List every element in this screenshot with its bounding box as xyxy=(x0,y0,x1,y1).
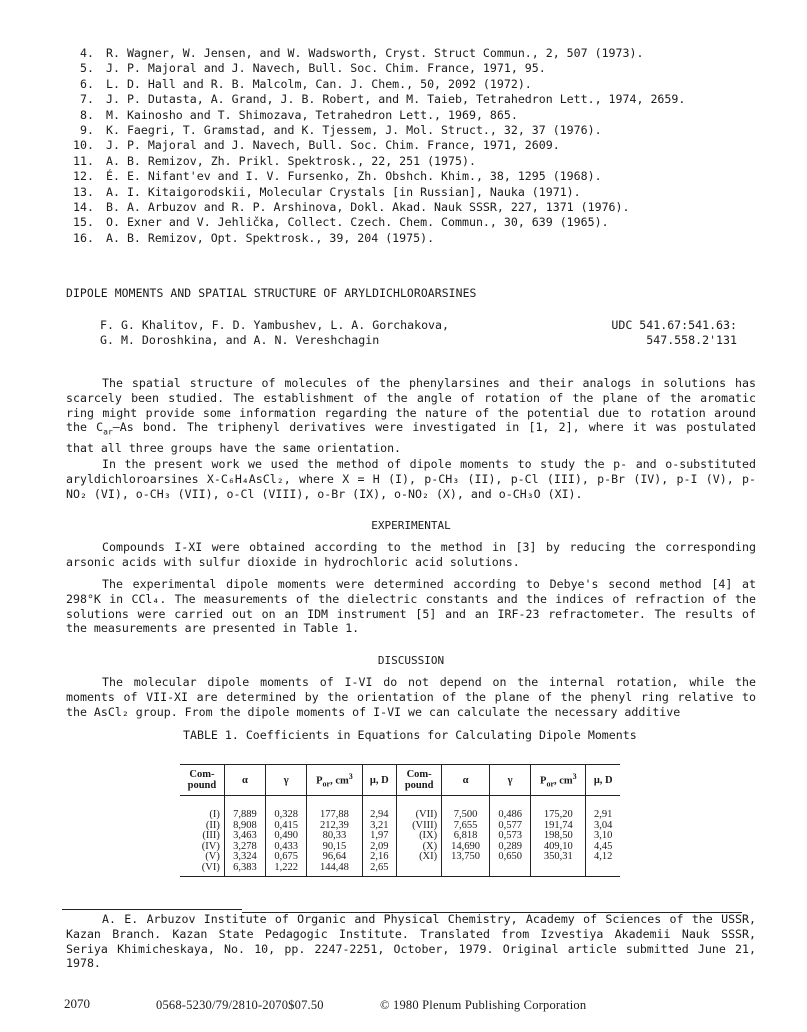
reference-number: 6. xyxy=(80,76,94,91)
cell-mu-2: 3,04 xyxy=(586,821,620,832)
reference-item xyxy=(62,46,782,61)
reference-number: 16. xyxy=(73,230,94,245)
footnote: A. E. Arbuzov Institute of Organic and Physical Chemistry, Academy of Sciences of the USSR, Kazan Branch. Kazan State Pedagogic Institute. Translated from Izvestiya Akademii Nauk SSSR, Seriya Khimicheskaya, No. 10, pp. 2247-2251, October, 1979. Original article submitted June 21, 1978. xyxy=(66,912,756,971)
cell-por: 212,39 xyxy=(307,821,362,832)
col-header-por: $P_{or}$, $cm^3$ xyxy=(307,765,362,796)
reference-item xyxy=(62,154,782,169)
reference-number: 7. xyxy=(80,92,94,107)
reference-text: O. Exner and V. Jehlička, Collect. Czech. Chem. Commun., 30, 639 (1965). xyxy=(106,215,609,230)
cell-compound-2 xyxy=(397,863,442,876)
reference-text: A. B. Remizov, Zh. Prikl. Spektrosk., 22, 251 (1975). xyxy=(106,153,476,168)
cell-por: 90,15 xyxy=(307,842,362,853)
cell-mu-2 xyxy=(586,863,620,876)
cell-gamma: 0,328 xyxy=(266,796,307,821)
col-header-alpha: α xyxy=(224,765,265,796)
cell-alpha-2: 7,500 xyxy=(442,796,490,821)
cell-alpha-2 xyxy=(442,863,490,876)
cell-alpha-2: 13,750 xyxy=(442,852,490,863)
reference-number: 12. xyxy=(73,169,94,184)
cell-alpha: 3,278 xyxy=(224,842,265,853)
col-header-gamma: γ xyxy=(266,765,307,796)
cell-alpha: 3,324 xyxy=(224,852,265,863)
cell-mu-2: 4,45 xyxy=(586,842,620,853)
cell-gamma: 0,675 xyxy=(266,852,307,863)
reference-number: 10. xyxy=(73,138,94,153)
col-header-compound: Com- pound xyxy=(180,765,224,796)
discussion-paragraph-1: The molecular dipole moments of I-VI do not depend on the internal rotation, while the moments of VII-XI are determined by the orientation of the plane of the phenyl ring relative to the AsCl₂ group. From the dipole moments of I-VI we can calculate the necessary additive xyxy=(66,675,756,719)
page-number: 2070 xyxy=(64,996,90,1011)
cell-mu: 1,97 xyxy=(362,831,397,842)
article-code: 0568-5230/79/2810-2070$07.50 xyxy=(156,998,324,1012)
reference-text: J. P. Majoral and J. Navech, Bull. Soc. Chim. France, 1971, 2609. xyxy=(106,138,560,153)
cell-mu-2: 4,12 xyxy=(586,852,620,863)
cell-gamma: 1,222 xyxy=(266,863,307,876)
discussion-heading: DISCUSSION xyxy=(377,654,445,667)
reference-item xyxy=(62,215,782,230)
cell-compound-2: (VII) xyxy=(397,796,442,821)
cell-por: 80,33 xyxy=(307,831,362,842)
reference-number: 13. xyxy=(73,184,94,199)
reference-number: 14. xyxy=(73,199,94,214)
authors-line-1: F. G. Khalitov, F. D. Yambushev, L. A. Gorchakova, xyxy=(100,318,450,332)
reference-item xyxy=(62,185,782,200)
intro-paragraph-2: In the present work we used the method of dipole moments to study the p- and o-substituted aryldichloroarsines X-C₆H₄AsCl₂, where X = H (I), p-CH₃ (II), p-Cl (III), p-Br (IV), p-I (V), p-NO₂ (VI), o-CH₃ (VII), o-Cl (VIII), o-Br (IX), o-NO₂ (X), and o-CH₃O (XI). xyxy=(66,457,756,501)
cell-alpha: 7,889 xyxy=(224,796,265,821)
cell-compound: (IV) xyxy=(201,840,220,852)
reference-number: 9. xyxy=(80,122,94,137)
cell-mu: 2,65 xyxy=(362,863,397,876)
reference-text: B. A. Arbuzov and R. P. Arshinova, Dokl. Akad. Nauk SSSR, 227, 1371 (1976). xyxy=(106,199,630,214)
cell-alpha: 8,908 xyxy=(224,821,265,832)
cell-gamma-2: 0,486 xyxy=(490,796,531,821)
cell-compound: (III) xyxy=(202,830,220,842)
reference-item xyxy=(62,61,782,76)
cell-compound-2: (XI) xyxy=(397,852,442,863)
reference-text: K. Faegri, T. Gramstad, and K. Tjessem, J. Mol. Struct., 32, 37 (1976). xyxy=(106,122,602,137)
reference-text: L. D. Hall and R. B. Malcolm, Can. J. Chem., 50, 2092 (1972). xyxy=(106,76,532,91)
cell-alpha-2: 14,690 xyxy=(442,842,490,853)
intro-paragraph-1: The spatial structure of molecules of the phenylarsines and their analogs in solutions has scarcely been studied. The establishment of the angle of rotation of the plane of the aromatic ring might provide some information regarding the nature of the potential due to rotation around the $C_{ar}-As$ bond. The triphenyl derivatives were investigated in [1, 2], where it was postulated that all three groups have the same orientation. xyxy=(66,376,756,455)
cell-mu: 2,09 xyxy=(362,842,397,853)
reference-text: J. P. Dutasta, A. Grand, J. B. Robert, and M. Taieb, Tetrahedron Lett., 1974, 2659. xyxy=(106,92,686,107)
reference-item xyxy=(62,138,782,153)
cell-mu: 2,94 xyxy=(362,796,397,821)
cell-por: 96,64 xyxy=(307,852,362,863)
cell-por-2 xyxy=(531,863,586,876)
cell-gamma-2: 0,577 xyxy=(490,821,531,832)
col-header-alpha-2: α xyxy=(442,765,490,796)
cell-por: 144,48 xyxy=(307,863,362,876)
reference-text: M. Kainosho and T. Shimozava, Tetrahedron Lett., 1969, 865. xyxy=(106,107,518,122)
reference-number: 4. xyxy=(80,46,94,60)
reference-number: 11. xyxy=(73,153,94,168)
cell-compound: (VI) xyxy=(180,863,224,876)
cell-por-2: 409,10 xyxy=(531,842,586,853)
reference-list xyxy=(62,46,782,246)
udc-line-2: 547.558.2'131 xyxy=(646,333,737,347)
cell-por-2: 350,31 xyxy=(531,852,586,863)
cell-gamma-2 xyxy=(490,863,531,876)
cell-gamma-2: 0,289 xyxy=(490,842,531,853)
reference-text: A. I. Kitaigorodskii, Molecular Crystals [in Russian], Nauka (1971). xyxy=(106,184,581,199)
cell-mu-2: 2,91 xyxy=(586,796,620,821)
reference-text: R. Wagner, W. Jensen, and W. Wadsworth, Cryst. Struct Commun., 2, 507 (1973). xyxy=(106,46,644,60)
reference-item xyxy=(62,123,782,138)
footnote-rule xyxy=(62,909,242,910)
cell-compound-2: (IX) xyxy=(397,831,442,842)
table-row xyxy=(180,863,620,876)
cell-por: 177,88 xyxy=(307,796,362,821)
reference-item xyxy=(62,108,782,123)
cell-alpha-2: 7,655 xyxy=(442,821,490,832)
reference-number: 15. xyxy=(73,215,94,230)
experimental-heading: EXPERIMENTAL xyxy=(371,519,451,532)
cell-por-2: 175,20 xyxy=(531,796,586,821)
cell-compound: (II) xyxy=(205,819,220,831)
cell-mu: 3,21 xyxy=(362,821,397,832)
cell-gamma-2: 0,573 xyxy=(490,831,531,842)
col-header-mu: μ, D xyxy=(362,765,397,796)
table-body xyxy=(180,796,620,877)
reference-number: 5. xyxy=(80,61,94,76)
table-row xyxy=(180,796,620,821)
udc-line-1: UDC 541.67:541.63: xyxy=(611,318,737,332)
reference-item xyxy=(62,169,782,184)
cell-por-2: 198,50 xyxy=(531,831,586,842)
cell-compound: (I) xyxy=(209,809,220,820)
col-header-compound-2: Com- pound xyxy=(397,765,442,796)
col-header-mu-2: μ, D xyxy=(586,765,620,796)
authors xyxy=(100,318,449,348)
cell-por-2: 191,74 xyxy=(531,821,586,832)
cell-mu: 2,16 xyxy=(362,852,397,863)
cell-mu-2: 3,10 xyxy=(586,831,620,842)
reference-item xyxy=(62,200,782,215)
reference-item xyxy=(62,231,782,246)
udc-code xyxy=(611,318,737,348)
cell-gamma-2: 0,650 xyxy=(490,852,531,863)
cell-alpha-2: 6,818 xyxy=(442,831,490,842)
reference-item xyxy=(62,77,782,92)
reference-text: A. B. Remizov, Opt. Spektrosk., 39, 204 (1975). xyxy=(106,230,435,245)
cell-compound: (V) xyxy=(205,851,220,863)
reference-text: J. P. Majoral and J. Navech, Bull. Soc. Chim. France, 1971, 95. xyxy=(106,61,546,76)
cell-compound-2: (X) xyxy=(397,842,442,853)
reference-number: 8. xyxy=(80,107,94,122)
col-header-gamma-2: γ xyxy=(490,765,531,796)
experimental-paragraph-2: The experimental dipole moments were determined according to Debye's second method [4] at 298°K in CCl₄. The measurements of the dielectric constants and the indices of refraction of the solutions were carried out on an IDM instrument [5] and an IRF-23 refractometer. The results of the measurements are presented in Table 1. xyxy=(66,577,756,636)
cell-compound-2: (VIII) xyxy=(397,821,442,832)
cell-gamma: 0,415 xyxy=(266,821,307,832)
table-caption: TABLE 1. Coefficients in Equations for Calculating Dipole Moments xyxy=(183,728,637,742)
cell-alpha: 3,463 xyxy=(224,831,265,842)
authors-line-2: G. M. Doroshkina, and A. N. Vereshchagin xyxy=(100,333,380,347)
reference-item xyxy=(62,92,782,107)
copyright: © 1980 Plenum Publishing Corporation xyxy=(380,998,587,1012)
reference-text: É. E. Nifant'ev and I. V. Fursenko, Zh. Obshch. Khim., 38, 1295 (1968). xyxy=(106,169,602,184)
article-title: DIPOLE MOMENTS AND SPATIAL STRUCTURE OF ARYLDICHLOROARSINES xyxy=(66,286,477,300)
dipole-coefficients-table xyxy=(180,764,620,877)
cell-gamma: 0,433 xyxy=(266,842,307,853)
cell-gamma: 0,490 xyxy=(266,831,307,842)
table-header-row xyxy=(180,765,620,796)
cell-alpha: 6,383 xyxy=(224,863,265,876)
experimental-paragraph-1: Compounds I-XI were obtained according to the method in [3] by reducing the corresponding arsonic acids with sulfur dioxide in hydrochloric acid solutions. xyxy=(66,540,756,569)
col-header-por-2: $P_{or}$, $cm^3$ xyxy=(531,765,586,796)
